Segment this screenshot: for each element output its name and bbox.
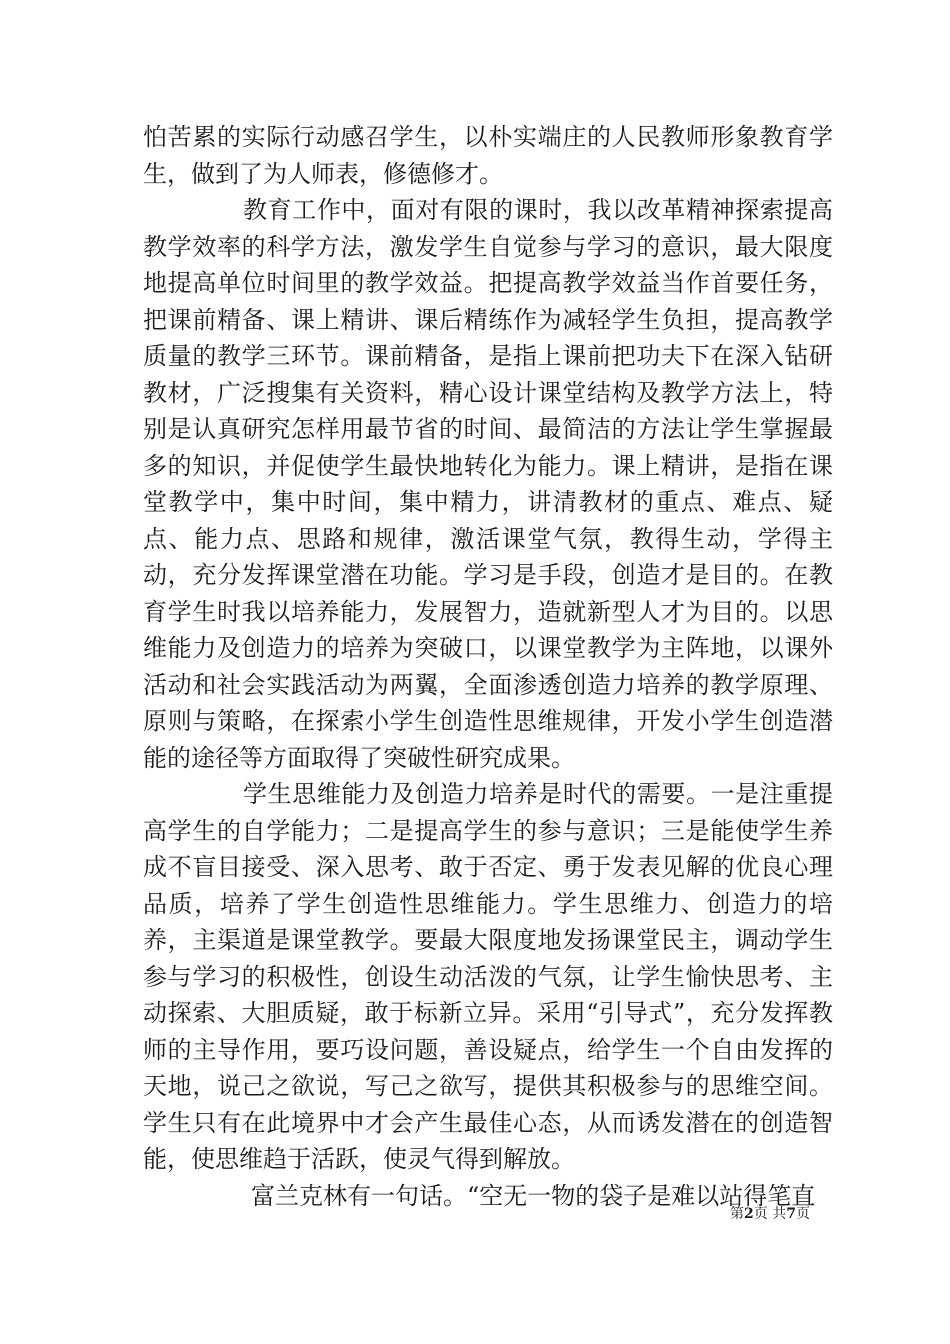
paragraph-creativity: 学生思维能力及创造力培养是时代的需要。一是注重提高学生的自学能力；二是提高学生的参与意识；三是能使学生养成不盲目接受、深入思考、敢于否定、勇于发表见解的优良心理品质，培养了学生创造性思维能力。学生思维力、创造力的培养，主渠道是课堂教学。要最大限度地发扬课堂民主，调动学生参与学习的积极性，创设生动活泼的气氛，让学生愉快思考、主动探索、大胆质疑，敢于标新立异。采用“引导式”，充分发挥教师的主导作用，要巧设问题，善设疑点，给学生一个自由发挥的天地，说己之欲说，写己之欲写，提供其积极参与的思维空间。学生只有在此境界中才会产生最佳心态，从而诱发潜在的创造智能，使思维趋于活跃，使灵气得到解放。 xyxy=(143,780,833,1173)
document-body xyxy=(143,119,833,1214)
paragraph-teaching-work: 教育工作中，面对有限的课时，我以改革精神探索提高教学效率的科学方法，激发学生自觉参与学习的意识，最大限度地提高单位时间里的教学效益。把提高教学效益当作首要任务，把课前精备、课上精讲、课后精练作为减轻学生负担，提高教学质量的教学三环节。课前精备，是指上课前把功夫下在深入钻研教材，广泛搜集有关资料，精心设计课堂结构及教学方法上，特别是认真研究怎样用最节省的时间、最简洁的方法让学生掌握最多的知识，并促使学生最快地转化为能力。课上精讲，是指在课堂教学中，集中时间，集中精力，讲清教材的重点、难点、疑点、能力点、思路和规律，激活课堂气氛，教得生动，学得主动，充分发挥课堂潜在功能。学习是手段，创造才是目的。在教育学生时我以培养能力，发展智力，造就新型人才为目的。以思维能力及创造力的培养为突破口，以课堂教学为主阵地，以课外活动和社会实践活动为两翼，全面渗透创造力培养的教学原理、原则与策略，在探索小学生创造性思维规律，开发小学生创造潜能的途径等方面取得了突破性研究成果。 xyxy=(143,196,833,772)
footer-prefix: 第 xyxy=(730,1206,745,1222)
paragraph-franklin: 富兰克林有一句话。“空无一物的袋子是难以站得笔直 xyxy=(251,1181,816,1210)
paragraph-continuation: 怕苦累的实际行动感召学生，以朴实端庄的人民教师形象教育学生，做到了为人师表，修德修才。 xyxy=(143,123,833,188)
page-number-footer xyxy=(640,1203,810,1223)
footer-middle: 页 共 xyxy=(753,1206,787,1222)
footer-suffix: 页 xyxy=(796,1206,810,1222)
footer-current-page: 2 xyxy=(744,1206,754,1222)
footer-total-pages: 7 xyxy=(786,1206,796,1222)
